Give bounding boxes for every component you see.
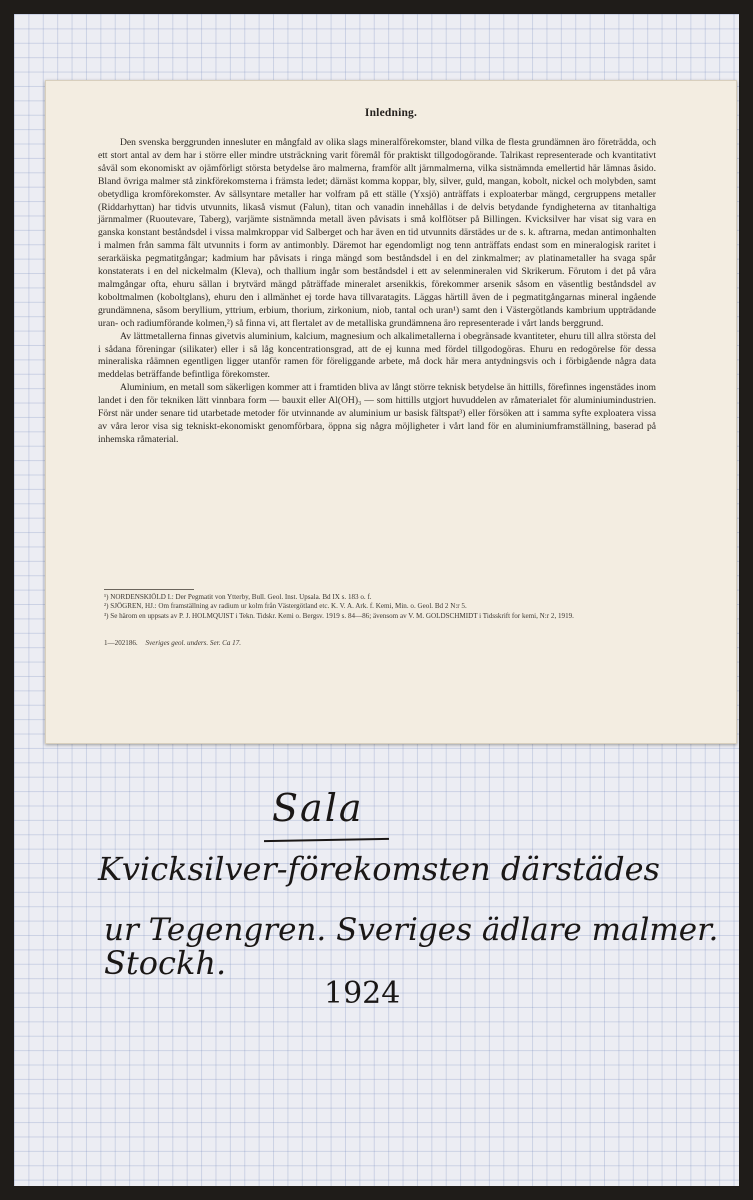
- paragraph: Den svenska berggrunden innesluter en mångfald av olika slags mineralförekomster, bland vilka de flesta grundämnen äro företrädda, och ett stort antal av dem har i större eller mindre utsträckning varit föremål för praktiskt tillgodogörande. Talrikast representerade och kvantitativt såväl som ekonomiskt av ojämförligt största betydelse äro malmerna, framför allt järnmalmerna, vilka sistnämnda emellertid här lämnas åsido. Bland övriga malmer stå zinkförekomsterna i främsta ledet; därnäst komma koppar, bly, silver, guld, mangan, kobolt, nickel och molybden, samt obetydliga kromförekomster. Av sällsyntare metaller har volfram på ett ställe (Yxsjö) anträffats i exploaterbar mängd, cergruppens metaller (Riddarhyttan) har tidvis utvunnits, likaså vismut (Falun), titan och vanadin innehållas i de delvis betydande fyndigheterna av titanhaltiga järnmalmer (Ruoutevare, Taberg), varjämte sistnämnda metall även påvisats i små kolflötser på Billingen. Kvicksilver har visat sig vara en ganska konstant beståndsdel i vissa malmkroppar vid Salberget och har även en tid utvunnits därstädes ur de s. k. aftrarna, medan antimonhalten i malmen från samma fält utvunnits i form av antimonbly. Däremot har egendomligt nog tenn anträffats endast som en mineralogisk raritet i serarkäiska pegmatitgångar; kadmium har påvisats i ringa mängd som beståndsdel i en del zinkmalmer; av platinametaller ha svaga spår konstaterats i en del nickelmalm (Kleva), och thallium ingår som beståndsdel i ett av selenmineralen vid Skrikerum. Förutom i det på våra malmgångar ofta, ehuru sällan i brytvärd mängd påträffade mineralet arsenikkis, förekommer arsenik såsom en väsentlig beståndsdel av koboltmalmen (koboltglans), ehuru den i allmänhet ej torde hava tillvaratagits. Läggas härtill även de i pegmatitgångarnas mineral ingående grundämnena, såsom beryllium, yttrium, erbium, thorium, zirkonium, niob, tantal och uran¹) samt den i Västergötlands kambrium uppträdande uran- och radiumförande kolmen,²) så finna vi, att flertalet av de metalliska grundämnena äro representerade i vårt lands berggrund.: [98, 137, 656, 329]
- print-source: Sveriges geol. unders. Ser. Ca 17.: [145, 639, 242, 647]
- handwritten-title: Sala: [272, 786, 364, 830]
- printed-clipping: [45, 80, 737, 744]
- footnote: ¹) NORDENSKIÖLD I.: Der Pegmatit von Ytterby, Bull. Geol. Inst. Upsala. Bd IX s. 183 o. f.: [104, 593, 372, 601]
- footnote: ³) Se härom en uppsats av P. J. HOLMQUIST i Tekn. Tidskr. Kemi o. Bergsv. 1919 s. 84—86; ävensom av V. M. GOLDSCHMIDT i Tidsskrift for kemi, N:r 2, 1919.: [104, 611, 574, 620]
- title-underline: [264, 838, 389, 842]
- clipping-heading: Inledning.: [364, 107, 418, 119]
- clipping-body: [98, 137, 656, 447]
- print-code: 1—202186.: [104, 639, 138, 647]
- handwritten-year: 1924: [324, 976, 401, 1011]
- handwritten-line: Kvicksilver-förekomsten därstädes: [98, 850, 660, 888]
- paragraph: Av lättmetallerna finnas givetvis aluminium, kalcium, magnesium och alkalimetallerna i obegränsade kvantiteter, ehuru till allra största del i sådana föreningar (silikater) eller i så låg koncentrationsgrad, att de ej kunna med fördel tillgodogöras. Ehuru en redogörelse för dessa mineraliska råämnen egentligen ligger utanför ramen för föreliggande arbete, må dock här mera antydningsvis och i förbigående några data meddelas beträffande befintliga förekomster.: [98, 330, 656, 381]
- footnote-divider: [104, 589, 194, 590]
- footnote: ²) SJÖGREN, HJ.: Om framställning av radium ur kolm från Västergötland etc. K. V. A. Ark. f. Kemi, Min. o. Geol. Bd 2 N:r 5.: [104, 602, 467, 611]
- footnotes: [104, 593, 656, 621]
- handwritten-line: ur Tegengren. Sveriges ädlare malmer.: [104, 912, 719, 948]
- handwritten-line: Stockh.: [104, 944, 227, 982]
- paragraph: Aluminium, en metall som säkerligen kommer att i framtiden bliva av långt större teknisk betydelse än hittills, förefinnes ingenstädes inom landet i den för tekniken lätt vinnbara form — bauxit eller Al(OH)₃ — som hittills utgjort huvuddelen av råmaterialet för aluminiumindustrien. Först när under senare tid utarbetade metoder för utvinnande av aluminium ur basisk fältspat³) eller försöken att i samma syfte exploatera vissa av våra leror visa sig tekniskt-ekonomiskt genomförbara, öppna sig några möjligheter i vårt land för en aluminiumframställning, baserad på inhemska råmaterial.: [98, 382, 656, 445]
- print-mark: [104, 639, 241, 647]
- archive-sheet: [14, 14, 739, 1186]
